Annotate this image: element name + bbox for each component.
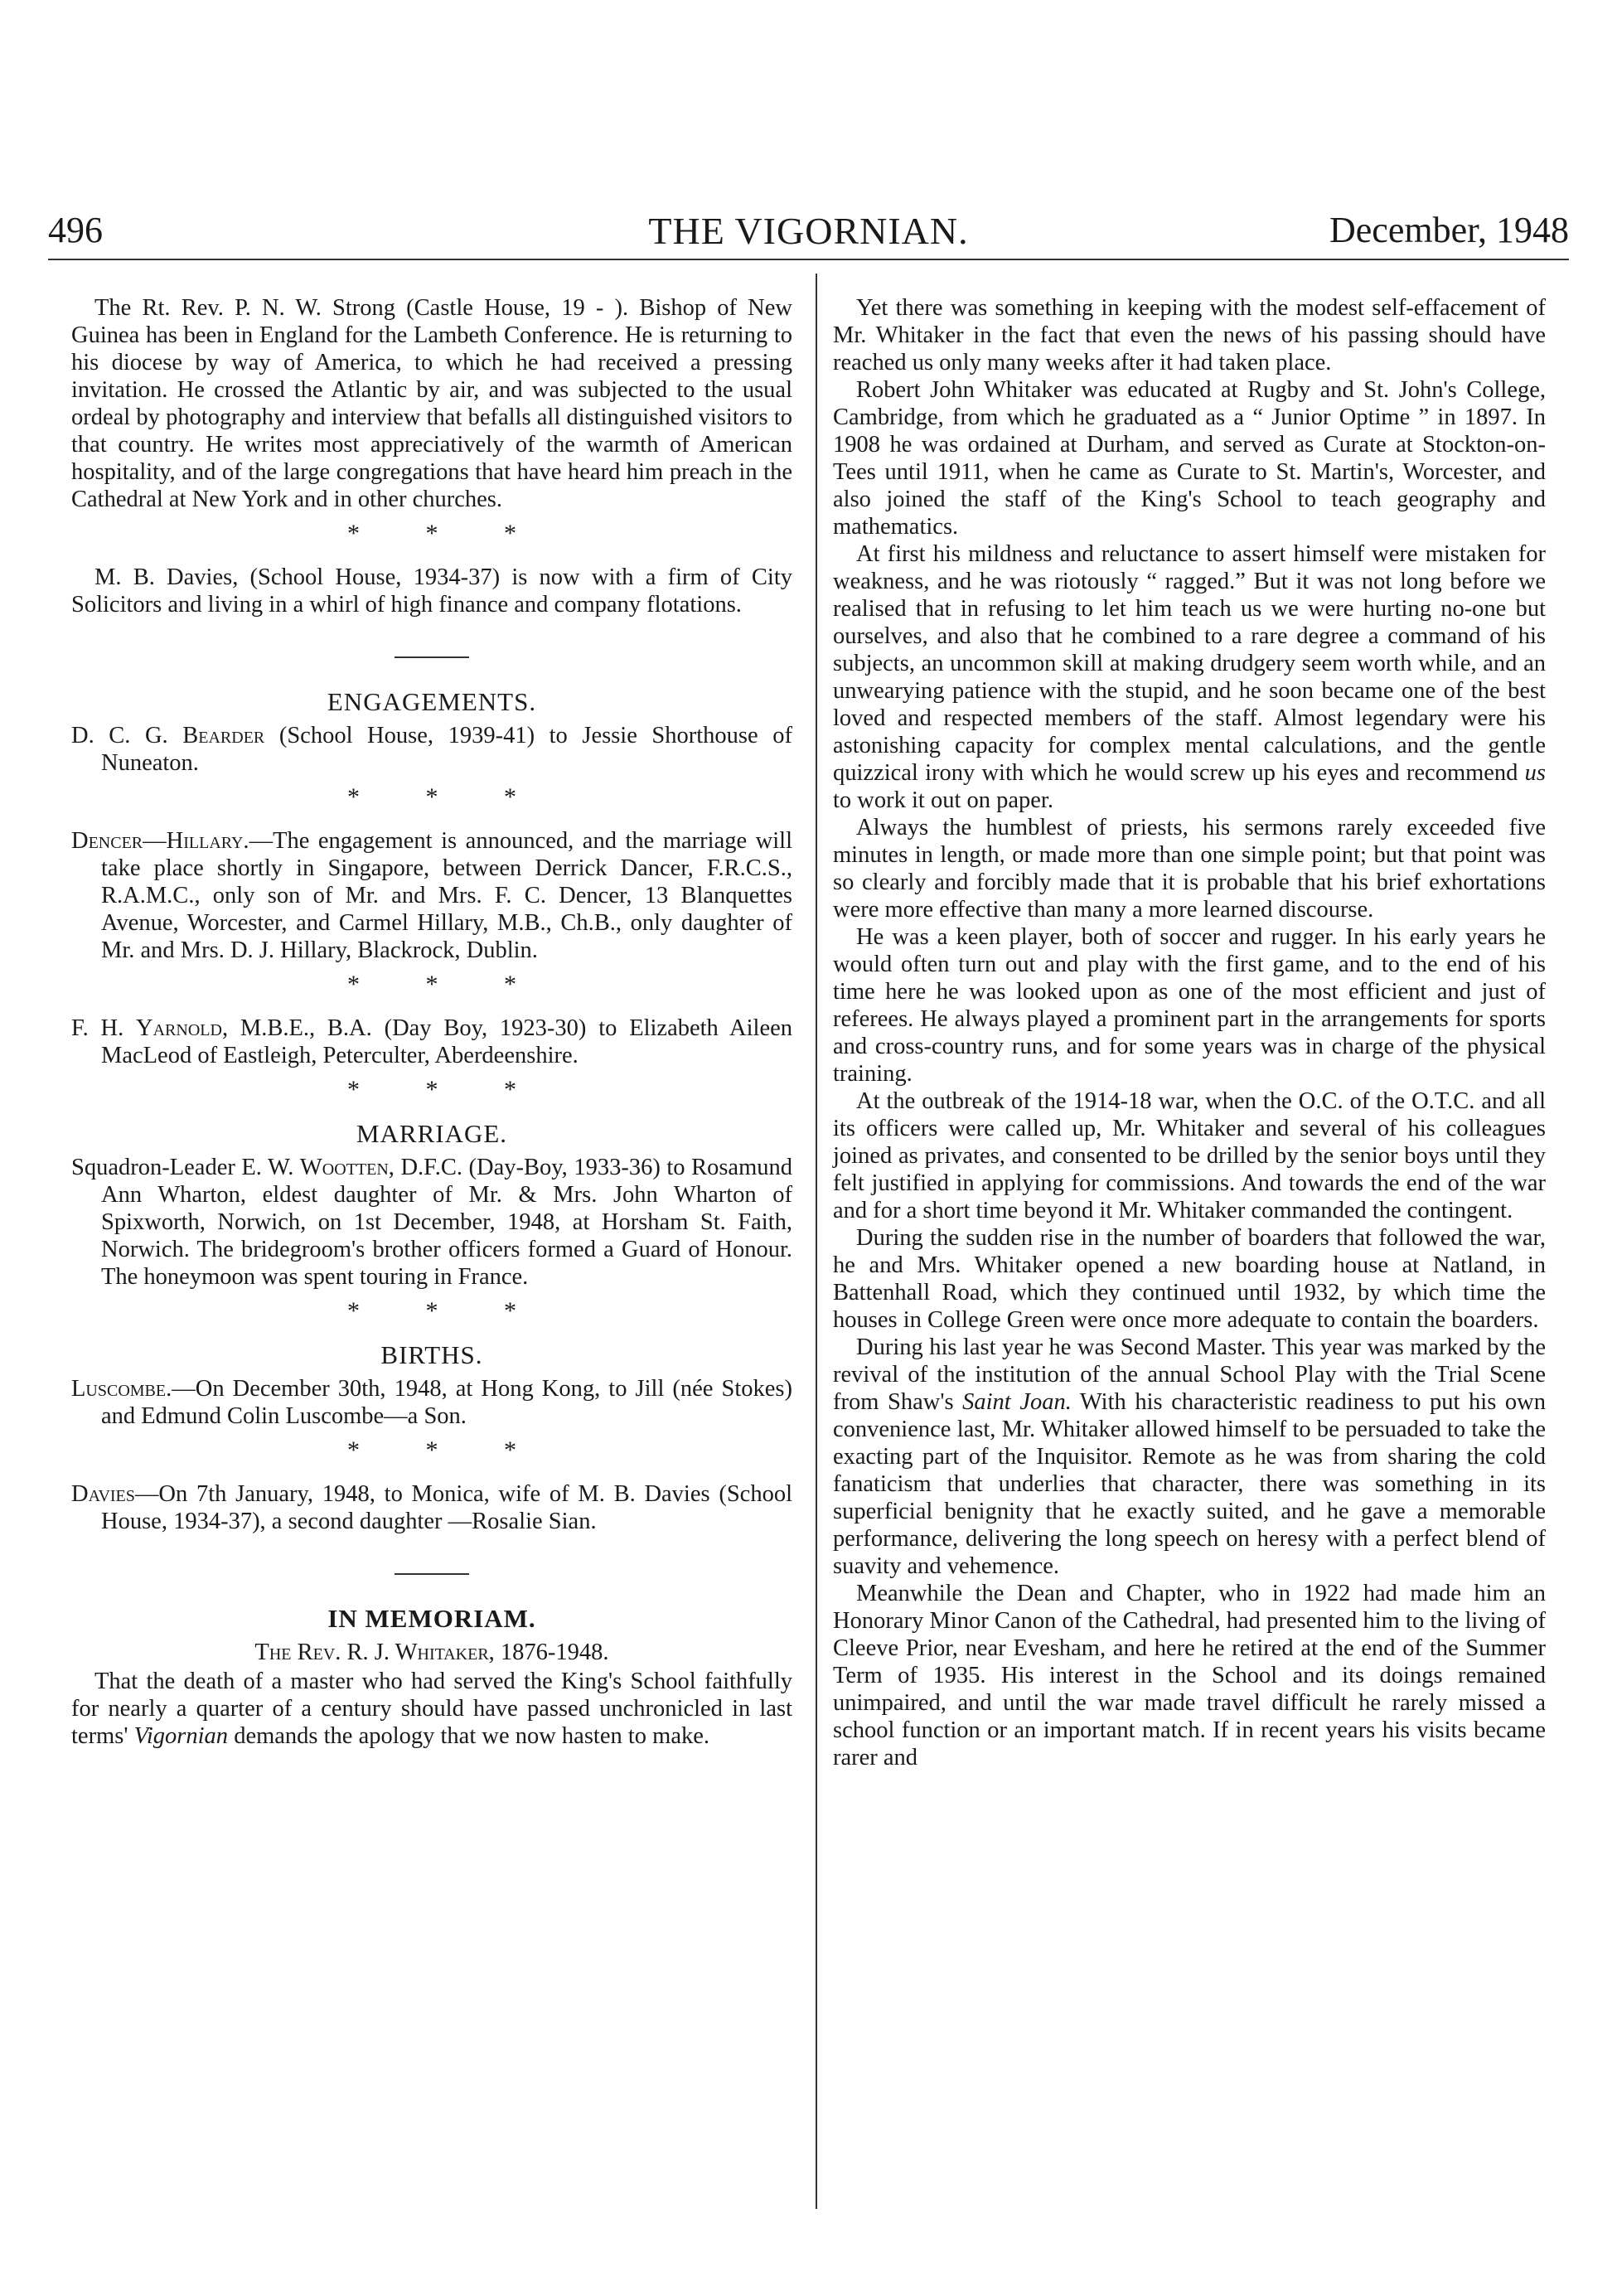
whitaker-para-7: During the sudden rise in the number of boarders that followed the war, he and Mrs. Whitaker opened a new boarding house at Natland, in Battenhall Road, which they continued until 1932, by which time the houses in College Green were once more adequate to contain the boarders. <box>833 1225 1546 1333</box>
davies-birth-name: Davies <box>71 1481 135 1507</box>
memoriam-paragraph <box>71 1668 792 1750</box>
memoriam-text-b: demands the apology that we now hasten to make. <box>228 1723 710 1749</box>
marriage-heading: MARRIAGE. <box>356 1119 508 1148</box>
whitaker-para-3b: to work it out on paper. <box>833 787 1053 813</box>
bearder-name: D. C. G. Bearder <box>71 723 265 748</box>
luscombe-name: Luscombe. <box>71 1376 172 1402</box>
left-column <box>71 294 792 1750</box>
memoriam-journal-name: Vigornian <box>133 1723 229 1749</box>
page-number: 496 <box>48 210 103 250</box>
whitaker-para-4: Always the humblest of priests, his sermons rarely exceeded five minutes in length, or made more than one simple point; but that point was so clearly and forcibly made that it is probable that his brief exhortations were more effective than many a more learned discourse. <box>833 815 1546 923</box>
whitaker-para-1: Yet there was something in keeping with the modest self-effacement of Mr. Whitaker in the fact that even the news of his passing should have reached us only many weeks after it had taken place. <box>833 295 1546 375</box>
whitaker-para-5: He was a keen player, both of soccer and rugger. In his early years he would often turn out and play with the first game, and to the end of his time here he was looked upon as one of the most efficient and just of referees. He always played a prominent part in the arrangements for sports and cross-country runs, and for some years was in charge of the physical training. <box>833 924 1546 1087</box>
issue-date: December, 1948 <box>1329 210 1569 250</box>
yarnold-prefix: F. H. <box>71 1015 137 1041</box>
right-column <box>833 294 1546 1771</box>
davies-birth-text: —On 7th January, 1948, to Monica, wife of M. B. Davies (School House, 1934-37), a second daughter —Rosalie Sian. <box>101 1481 792 1534</box>
whitaker-para-3a: At first his mildness and reluctance to assert himself were mistaken for weakness, and he was riotously “ ragged.” But it was not long before we realised that in refusing to let him teach us we were hurting no-one but ourselves, and also that he combined to a rare degree a command of his subjects, an uncommon skill at making drudgery seem worth while, and an unwearying patience with the stupid, and he soon became one of the best loved and respected members of the staff. Almost legendary were his astonishing capacity for complex mental calculations, and the gentle quizzical irony with which he would screw up his eyes and recommend <box>833 541 1546 786</box>
column-divider <box>816 274 817 2209</box>
davies-paragraph: M. B. Davies, (School House, 1934-37) is now with a firm of City Solicitors and living in a whirl of high finance and company flotations. <box>71 564 792 618</box>
wootten-name: Wootten <box>299 1155 389 1180</box>
page-header <box>48 209 1569 260</box>
strong-paragraph: The Rt. Rev. P. N. W. Strong (Castle House, 19 - ). Bishop of New Guinea has been in England for the Lambeth Conference. He is returning to his diocese by way of America, to which he had received a pressing invitation. He crossed the Atlantic by air, and was subjected to the usual ordeal by photography and interview that befalls all distinguished visitors to that country. He writes most appreciatively of the warmth of American hospitality, and of the large congregations that have heard him preach in the Cathedral at New York and in other churches. <box>71 295 792 512</box>
whitaker-para-6: At the outbreak of the 1914-18 war, when the O.C. of the O.T.C. and all its officers were called up, Mr. Whitaker and several of his colleagues joined as privates, and consented to be drilled by the senior boys until they felt justified in applying for commissions. And towards the end of the war and for a short time beyond it Mr. Whitaker commanded the contingent. <box>833 1088 1546 1223</box>
davies-birth-entry <box>71 1480 792 1535</box>
section-rule <box>395 656 469 658</box>
whitaker-para-8b: With his characteristic readiness to put his own convenience last, Mr. Whitaker allowed himself to be persuaded to take the exacting part of the Inquisitor. Remote as he was from sharing the cold fanaticism that underlies that character, there was something in its superficial benignity that he exactly suited, and he gave a memorable performance, delivering the long speech on heresy with a perfect blend of suavity and vehemence. <box>833 1389 1546 1579</box>
luscombe-entry <box>71 1375 792 1430</box>
yarnold-entry <box>71 1015 792 1069</box>
separator-stars: * * * <box>347 783 546 811</box>
memoriam-text-a: That the death of a master who had served the King's School faithfully for nearly a quarter of a century should have passed unchronicled in last terms' <box>71 1669 792 1749</box>
wootten-prefix: Squadron-Leader E. W. <box>71 1155 300 1180</box>
yarnold-text: , M.B.E., B.A. (Day Boy, 1923-30) to Elizabeth Aileen MacLeod of Eastleigh, Peterculter, Aberdeenshire. <box>101 1015 793 1068</box>
separator-stars: * * * <box>347 1297 546 1325</box>
section-rule <box>395 1573 469 1575</box>
yarnold-name: Yarnold <box>136 1015 222 1041</box>
separator-stars: * * * <box>347 520 546 547</box>
engagements-heading: ENGAGEMENTS. <box>327 687 537 716</box>
bearder-entry <box>71 722 792 777</box>
luscombe-text: —On December 30th, 1948, at Hong Kong, to Jill (née Stokes) and Edmund Colin Luscombe—a Son. <box>101 1376 792 1429</box>
memoriam-subtitle: The Rev. R. J. Whitaker, 1876-1948. <box>254 1640 609 1665</box>
separator-stars: * * * <box>347 971 546 998</box>
journal-title: THE VIGORNIAN. <box>648 210 969 252</box>
separator-stars: * * * <box>347 1436 546 1464</box>
separator-stars: * * * <box>347 1076 546 1103</box>
bearder-text: (School House, 1939-41) to Jessie Shorthouse of Nuneaton. <box>101 723 792 776</box>
whitaker-para-3 <box>833 540 1546 814</box>
memoriam-heading: IN MEMORIAM. <box>327 1604 536 1633</box>
dencer-entry <box>71 827 792 964</box>
wootten-text: , D.F.C. (Day-Boy, 1933-36) to Rosamund Ann Wharton, eldest daughter of Mr. & Mrs. John Wharton of Spixworth, Norwich, on 1st December, 1948, at Horsham St. Faith, Norwich. The bridegroom's brother officers formed a Guard of Honour. The honeymoon was spent touring in France. <box>101 1155 792 1290</box>
whitaker-para-8-em: Saint Joan. <box>962 1389 1072 1415</box>
whitaker-para-3-em: us <box>1524 760 1546 786</box>
dencer-text: —The engagement is announced, and the marriage will take place shortly in Singapore, between Derrick Dancer, F.R.C.S., R.A.M.C., only son of Mr. and Mrs. F. C. Dencer, 13 Blanquettes Avenue, Worcester, and Carmel Hillary, M.B., Ch.B., only daughter of Mr. and Mrs. D. J. Hillary, Blackrock, Dublin. <box>101 828 792 963</box>
whitaker-para-9: Meanwhile the Dean and Chapter, who in 1922 had made him an Honorary Minor Canon of the Cathedral, had presented him to the living of Cleeve Prior, near Evesham, and here he retired at the end of the Summer Term of 1935. His interest in the School and its doings remained unimpaired, and until the war made travel difficult he rarely missed a school function or an important match. If in recent years his visits became rarer and <box>833 1581 1546 1770</box>
dencer-name: Dencer—Hillary. <box>71 828 249 854</box>
whitaker-para-2: Robert John Whitaker was educated at Rugby and St. John's College, Cambridge, from which he graduated as a “ Junior Optime ” in 1897. In 1908 he was ordained at Durham, and served as Curate at Stockton-on-Tees until 1911, when he came as Curate to St. Martin's, Worcester, and also joined the staff of the King's School to teach geography and mathematics. <box>833 377 1546 540</box>
whitaker-para-8 <box>833 1334 1546 1580</box>
wootten-entry <box>71 1154 792 1291</box>
births-heading: BIRTHS. <box>380 1340 483 1369</box>
whitaker-para-8a: During his last year he was Second Master. This year was marked by the revival of the institution of the annual School Play with the Trial Scene from Shaw's <box>833 1334 1546 1415</box>
